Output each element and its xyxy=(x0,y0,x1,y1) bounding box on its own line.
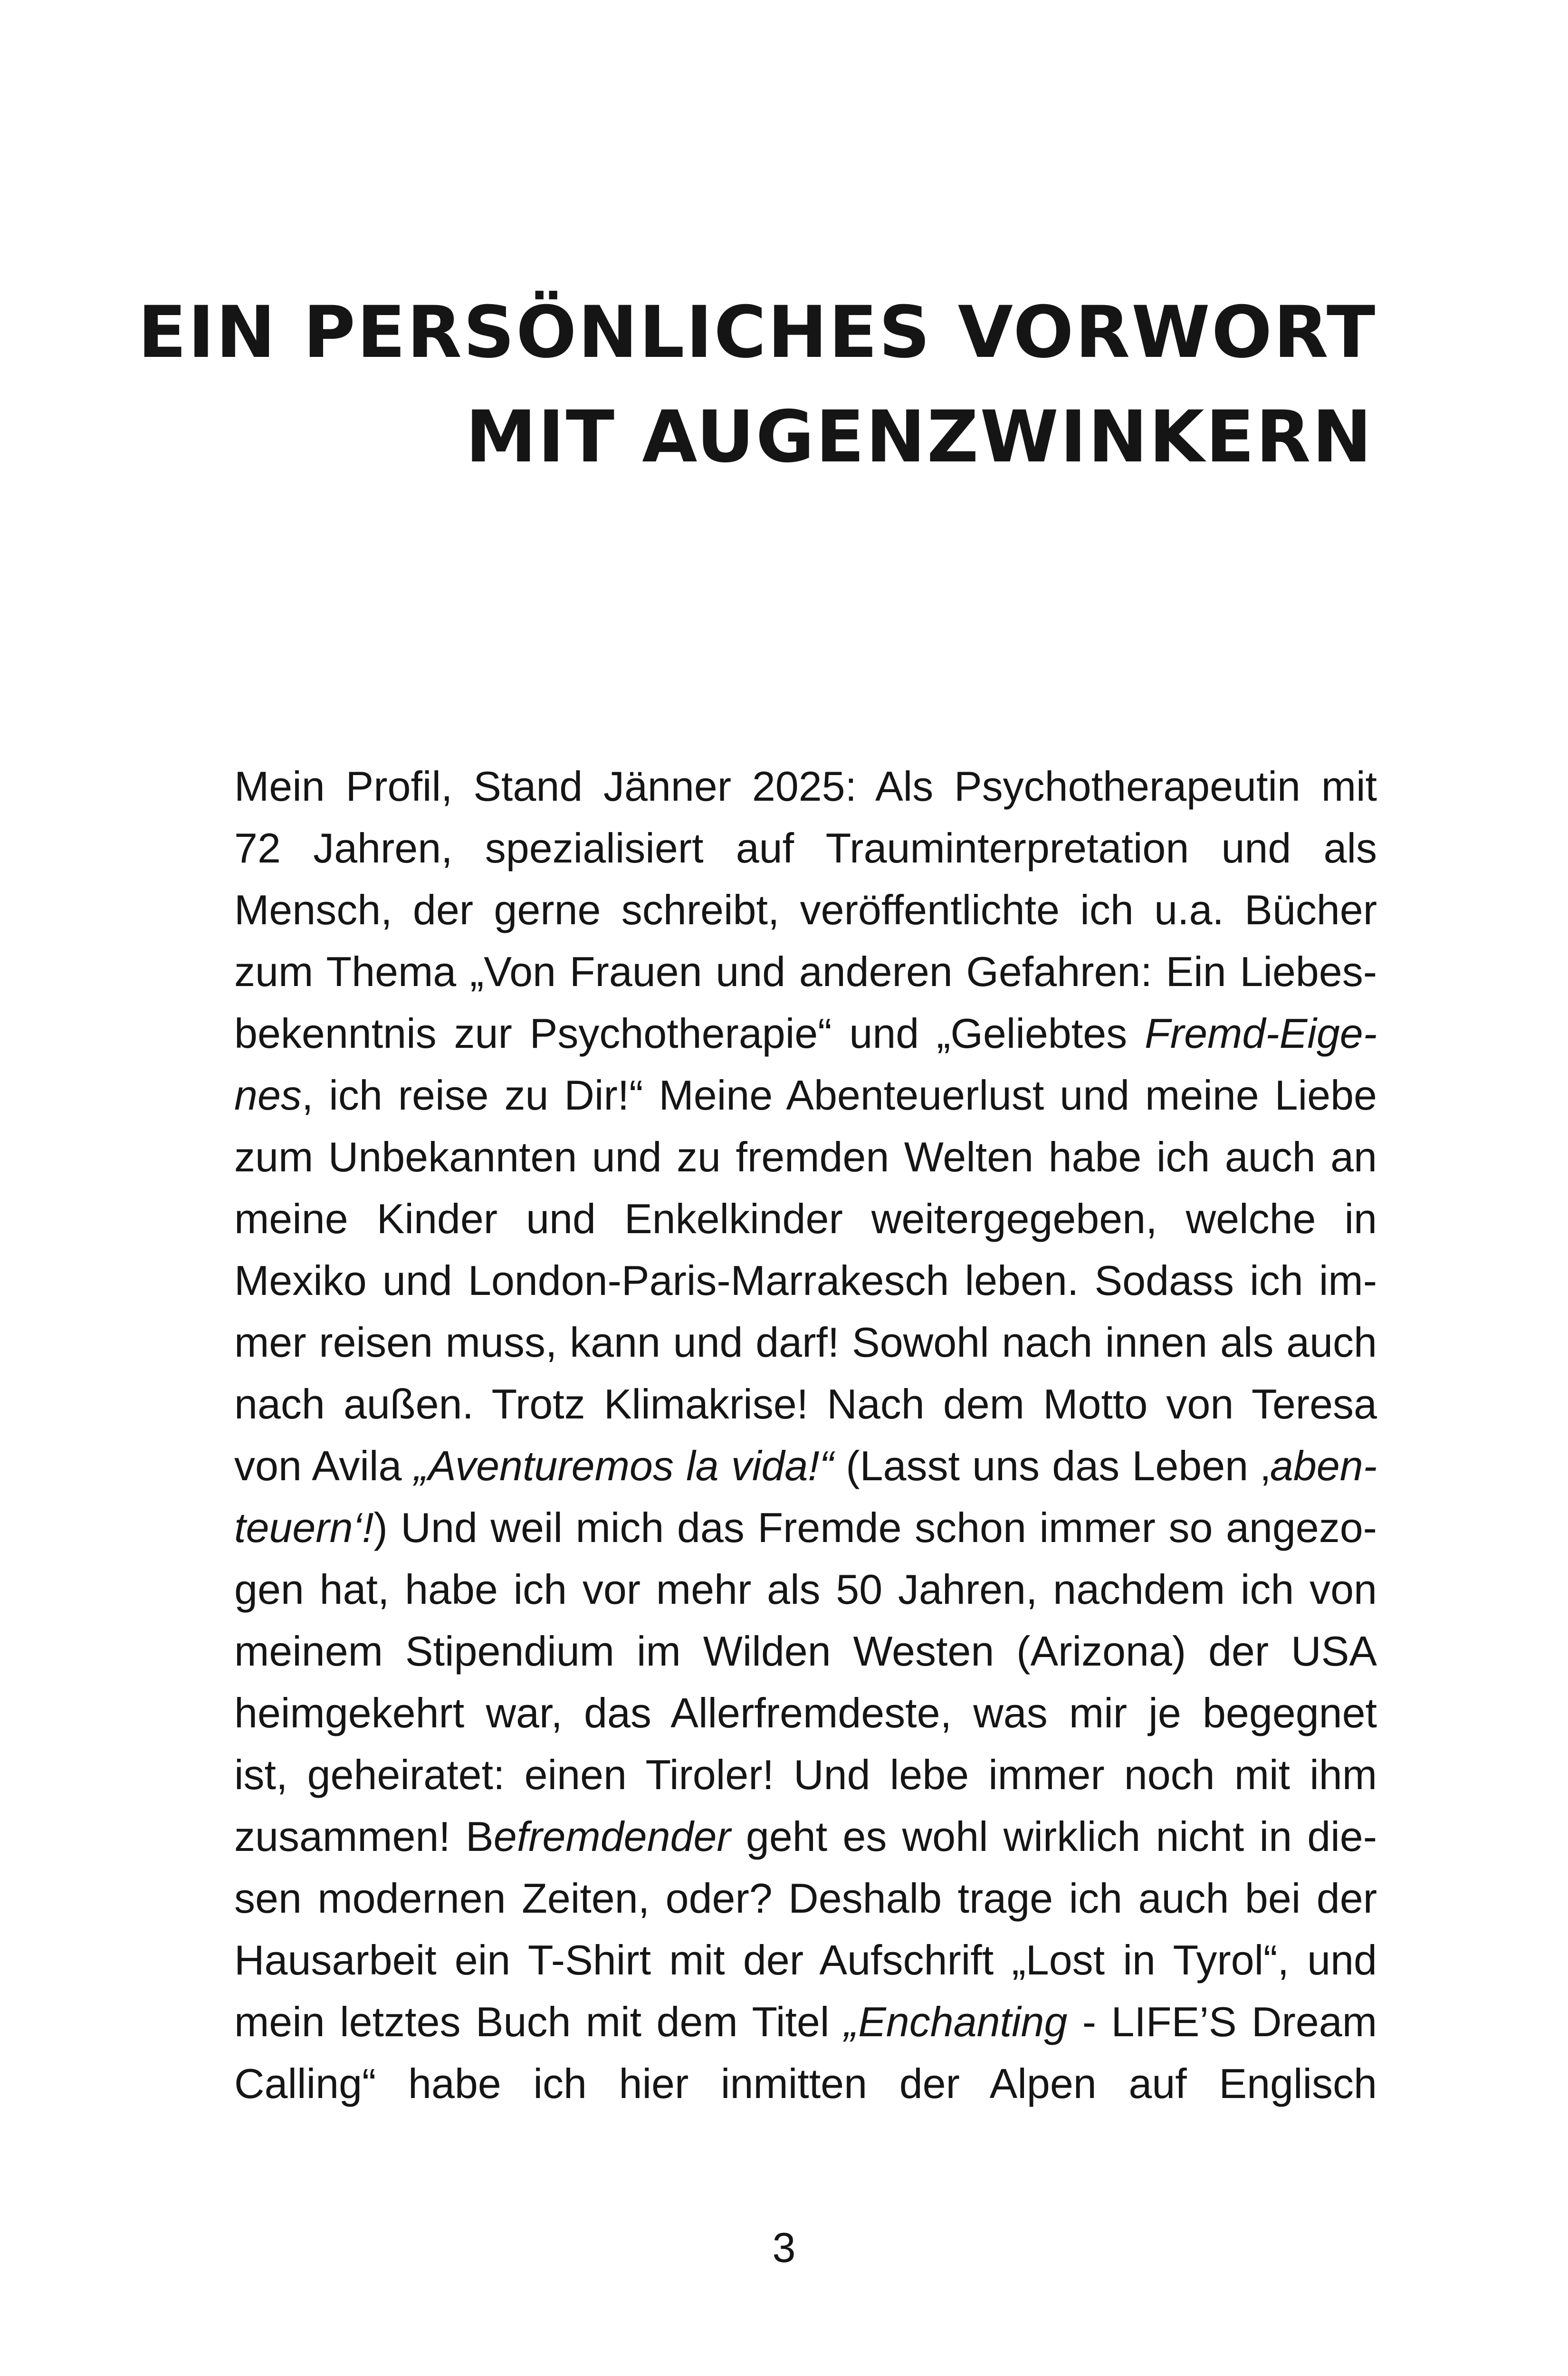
text-line xyxy=(234,1435,1377,1497)
text-line: Calling“ habe ich hier inmitten der Alpen auf Englisch xyxy=(234,2060,1377,2107)
text-line: mer reisen muss, kann und darf! Sowohl nach innen als auch xyxy=(234,1319,1377,1366)
body-paragraph xyxy=(234,756,1377,2115)
text-line: Hausarbeit ein T-Shirt mit der Aufschrift „Lost in Tyrol“, und xyxy=(234,1936,1377,1983)
chapter-title-line-2: MIT AUGENZWINKERN xyxy=(465,396,1373,479)
text-line: 72 Jahren, spezialisiert auf Trauminterpretation und als xyxy=(234,824,1377,872)
italic-segment: „Enchanting xyxy=(844,1998,1068,2045)
chapter-title xyxy=(138,280,1377,489)
text-line: gen hat, habe ich vor mehr als 50 Jahren, nachdem ich von xyxy=(234,1566,1377,1613)
text-segment: mein letztes Buch mit dem Titel xyxy=(234,1998,844,2045)
text-line: Mexiko und London-Paris-Marrakesch leben. Sodass ich im- xyxy=(234,1257,1377,1304)
text-segment: bekenntnis zur Psychotherapie“ und „Geliebtes xyxy=(234,1010,1145,1057)
italic-segment: aben- xyxy=(1270,1442,1377,1489)
text-line xyxy=(234,1806,1377,1868)
text-segment: , ich reise zu Dir!“ Meine Abenteuerlust und meine Liebe xyxy=(301,1072,1377,1119)
text-segment: ) Und weil mich das Fremde schon immer so angezo- xyxy=(373,1504,1377,1551)
text-line: Mensch, der gerne schreibt, veröffentlichte ich u.a. Bücher xyxy=(234,886,1377,933)
text-segment: zusammen! B xyxy=(234,1813,494,1860)
italic-segment: nes xyxy=(234,1072,302,1119)
text-line: sen modernen Zeiten, oder? Deshalb trage ich auch bei der xyxy=(234,1875,1377,1922)
italic-segment: „Aventuremos la vida!“ xyxy=(414,1442,834,1489)
italic-segment: Fremd-Eige- xyxy=(1145,1010,1377,1057)
page-number: 3 xyxy=(772,2224,796,2271)
text-segment: geht es wohl wirklich nicht in die- xyxy=(730,1813,1377,1860)
text-segment: von Avila xyxy=(234,1442,414,1489)
text-line: meinem Stipendium im Wilden Westen (Arizona) der USA xyxy=(234,1628,1377,1675)
text-line xyxy=(234,1003,1377,1064)
text-segment: (Lasst uns das Leben ‚ xyxy=(833,1442,1270,1489)
italic-segment: efremdender xyxy=(493,1813,731,1860)
text-line: nach außen. Trotz Klimakrise! Nach dem Motto von Teresa xyxy=(234,1380,1377,1428)
text-line xyxy=(234,1064,1377,1126)
text-segment: - LIFE’S Dream xyxy=(1067,1998,1377,2045)
text-line xyxy=(234,1991,1377,2053)
text-line: heimgekehrt war, das Allerfremdeste, was mir je begegnet xyxy=(234,1689,1377,1736)
text-line: Mein Profil, Stand Jänner 2025: Als Psychotherapeutin mit xyxy=(234,763,1377,810)
text-line: meine Kinder und Enkelkinder weitergegeben, welche in xyxy=(234,1195,1377,1242)
text-line xyxy=(234,1497,1377,1559)
text-line: zum Thema „Von Frauen und anderen Gefahren: Ein Liebes- xyxy=(234,948,1377,995)
text-line: zum Unbekannten und zu fremden Welten habe ich auch an xyxy=(234,1133,1377,1180)
text-line: ist, geheiratet: einen Tiroler! Und lebe immer noch mit ihm xyxy=(234,1751,1377,1798)
italic-segment: teuern‘! xyxy=(234,1504,374,1551)
chapter-title-line-1: EIN PERSÖNLICHES VORWORT xyxy=(138,291,1377,374)
